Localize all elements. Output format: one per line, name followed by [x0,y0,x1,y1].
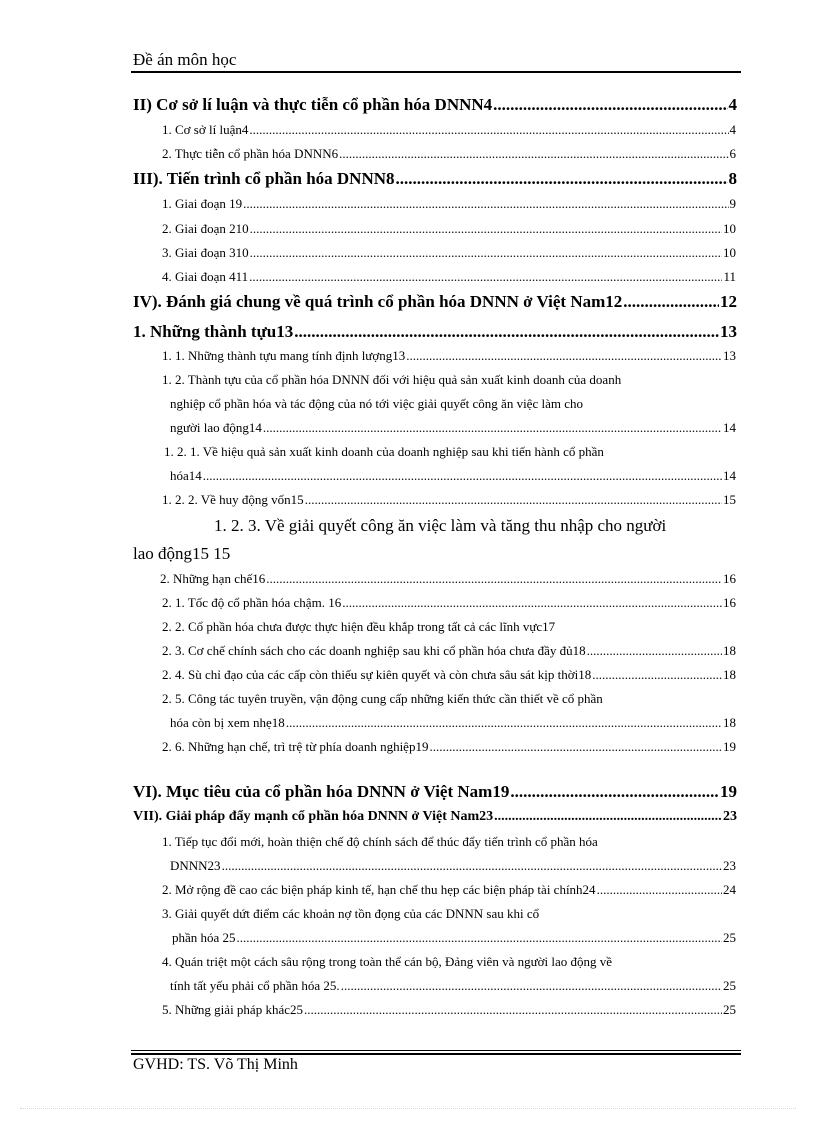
page-edge-divider [20,1108,796,1109]
toc-entry-text: 3. Giai đoạn 310 [162,245,249,260]
toc-entry-text: DNNN23 [170,858,221,873]
toc-entry-text: 2. 1. Tốc độ cổ phần hóa chậm. 16 [162,595,342,610]
toc-entry-text: III). Tiến trình cổ phần hóa DNNN8 [133,169,395,188]
toc-entry-text[interactable]: 2. 2. Cổ phần hóa chưa được thực hiện đều khắp trong tất cả các lĩnh vực17 [162,619,556,634]
toc-entry-text: 1. Giai đoạn 19 [162,196,243,211]
toc-entry-page: 16 [723,595,736,610]
toc-entry[interactable] [170,858,736,874]
toc-entry-text: IV). Đánh giá chung về quá trình cổ phần hóa DNNN ở Việt Nam12 [133,292,623,311]
toc-entry[interactable] [133,292,737,312]
toc-entry-page: 11 [723,269,736,284]
toc-entry[interactable] [170,978,736,994]
toc-entry[interactable] [162,146,736,162]
toc-entry[interactable] [133,95,737,115]
footer-rule [131,1050,741,1051]
toc-entry-page: 25 [723,930,736,945]
toc-entry-page: 8 [728,169,737,188]
toc-entry[interactable] [162,122,736,138]
toc-entry-page: 14 [723,420,736,435]
toc-entry[interactable] [133,809,737,825]
toc-entry-page: 16 [723,571,736,586]
toc-entry-page: 23 [723,809,737,824]
toc-entry[interactable] [162,595,736,611]
toc-entry-page: 25 [723,978,736,993]
toc-entry-text: hóa14 [170,468,202,483]
toc-entry-page: 14 [723,468,736,483]
toc-entry-text: 1. 2. 2. Về huy động vốn15 [162,492,304,507]
toc-entry-text[interactable]: 1. Tiếp tục đổi mới, hoàn thiện chế độ chính sách để thúc đẩy tiến trình cổ phần hóa [162,834,598,849]
toc-entry[interactable] [172,930,736,946]
toc-entry[interactable] [162,269,736,285]
toc-entry-page: 4 [729,122,736,137]
toc-entry-page: 9 [729,196,736,211]
toc-entry-text: 2. Những hạn chế16 [160,571,266,586]
toc-entry[interactable] [162,667,736,683]
toc-entry[interactable] [162,882,736,898]
toc-entry[interactable] [162,643,736,659]
toc-entry-page: 23 [723,858,736,873]
toc-entry[interactable] [170,420,736,436]
toc-entry-page: 13 [723,348,736,363]
toc-entry[interactable] [162,739,736,755]
toc-entry[interactable] [162,1002,736,1018]
page-header-title: Đề án môn học [133,50,237,69]
toc-entry-text: 2. Mở rộng đề cao các biện pháp kinh tế, hạn chế thu hẹp các biện pháp tài chính24 [162,882,596,897]
toc-entry-page: 12 [720,292,737,311]
toc-entry-text: VI). Mục tiêu của cổ phần hóa DNNN ở Việt Nam19 [133,782,510,801]
toc-entry-text: 4. Giai đoạn 411 [162,269,249,284]
toc-entry-text[interactable]: 4. Quán triệt một cách sâu rộng trong toàn thể cán bộ, Đảng viên và người lao động về [162,954,613,969]
toc-entry-page: 18 [723,643,736,658]
toc-entry-text: 1. 1. Những thành tựu mang tính định lượng13 [162,348,406,363]
toc-entry-text[interactable]: 1. 2. 1. Về hiệu quả sản xuất kinh doanh của doanh nghiệp sau khi tiến hành cổ phần [164,444,604,459]
toc-entry-page: 24 [723,882,736,897]
toc-entry-text: II) Cơ sở lí luận và thực tiễn cổ phần hóa DNNN4 [133,95,493,114]
toc-entry[interactable] [162,492,736,508]
toc-entry[interactable] [162,245,736,261]
toc-entry-text: 2. 3. Cơ chế chính sách cho các doanh nghiệp sau khi cổ phần hóa chưa đầy đủ18 [162,643,586,658]
toc-entry-page: 15 [723,492,736,507]
toc-entry-text[interactable]: 1. 2. Thành tựu của cổ phần hóa DNNN đối với hiệu quả sản xuất kinh doanh của doanh [162,372,622,387]
toc-entry-text: 2. 6. Những hạn chế, trì trệ từ phía doanh nghiệp19 [162,739,429,754]
toc-entry-page: 10 [723,221,736,236]
toc-entry-text: người lao động14 [170,420,262,435]
page-footer-text: GVHD: TS. Võ Thị Minh [133,1056,298,1073]
toc-entry-page: 18 [723,667,736,682]
toc-entry-page: 13 [720,322,737,341]
toc-entry-text: 5. Những giải pháp khác25 [162,1002,303,1017]
toc-entry-page: 4 [728,95,737,114]
toc-entry-text[interactable]: 3. Giải quyết dứt điểm các khoản nợ tồn đọng của các DNNN sau khi cổ [162,906,540,921]
toc-entry-text: 2. 4. Sù chỉ đạo của các cấp còn thiếu sự kiên quyết và còn chưa sâu sát kịp thời18 [162,667,592,682]
toc-entry-text: 2. Thực tiễn cổ phần hóa DNNN6 [162,146,339,161]
toc-entry[interactable] [160,571,736,587]
toc-entry-text: hóa còn bị xem nhẹ18 [170,715,285,730]
toc-entry-text: phần hóa 25 [172,930,236,945]
toc-entry[interactable] [162,196,736,212]
toc-entry[interactable] [162,221,736,237]
toc-entry[interactable] [170,715,736,731]
toc-entry[interactable] [170,468,736,484]
toc-entry-text: tính tất yếu phải cổ phần hóa 25. [170,978,340,993]
toc-entry-page: 25 [723,1002,736,1017]
toc-entry[interactable] [133,322,737,342]
footer-rule [131,1053,741,1055]
toc-entry-page: 6 [729,146,736,161]
toc-entry-text[interactable]: nghiệp cổ phần hóa và tác động của nó tới việc giải quyết công ăn việc làm cho [170,396,583,411]
toc-entry-text[interactable]: lao động15 15 [133,544,231,563]
toc-entry[interactable] [133,782,737,802]
toc-entry-text: 2. Giai đoạn 210 [162,221,249,236]
toc-entry-page: 18 [723,715,736,730]
toc-entry[interactable] [162,348,736,364]
toc-entry-page: 19 [723,739,736,754]
toc-entry-text: 1. Cơ sở lí luận4 [162,122,249,137]
toc-entry-text: 1. Những thành tựu13 [133,322,294,341]
toc-entry-text[interactable]: 2. 5. Công tác tuyên truyền, vận động cung cấp những kiến thức cần thiết về cổ phần [162,691,603,706]
toc-entry-text: VII). Giải pháp đẩy mạnh cổ phần hóa DNNN ở Việt Nam23 [133,809,494,824]
toc-entry-page: 19 [720,782,737,801]
toc-entry-page: 10 [723,245,736,260]
toc-entry[interactable] [133,169,737,189]
toc-entry-text[interactable]: 1. 2. 3. Về giải quyết công ăn việc làm và tăng thu nhập cho người [214,516,667,535]
